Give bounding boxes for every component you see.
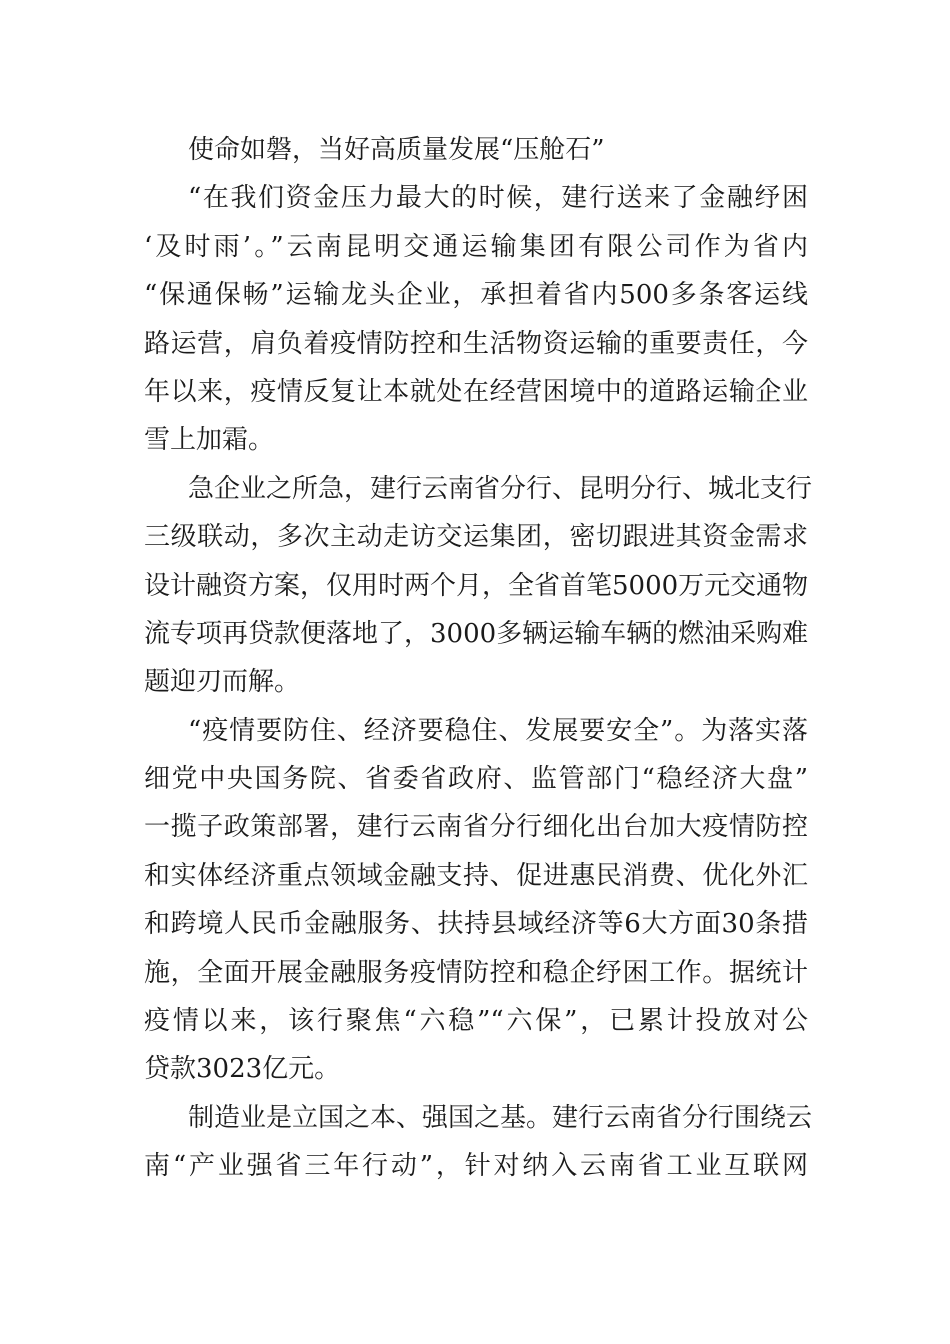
text-line: 和实体经济重点领域金融支持、促进惠民消费、优化外汇	[144, 860, 808, 891]
text-line: 和跨境人民币金融服务、扶持县域经济等6大方面30条措	[144, 909, 808, 940]
text-line: 雪上加霜。	[144, 425, 275, 456]
text-line: 三级联动，多次主动走访交运集团，密切跟进其资金需求	[144, 522, 808, 553]
text-line: 施，全面开展金融服务疫情防控和稳企纾困工作。据统计	[144, 957, 808, 988]
text-line: “在我们资金压力最大的时候，建行送来了金融纾困	[188, 183, 808, 214]
text-line: “保通保畅”运输龙头企业，承担着省内500多条客运线	[144, 280, 808, 311]
text-line: 细党中央国务院、省委省政府、监管部门“稳经济大盘”	[144, 764, 808, 795]
text-line: 南“产业强省三年行动”，针对纳入云南省工业互联网	[144, 1151, 808, 1182]
text-line: 题迎刃而解。	[144, 667, 301, 698]
text-line: 年以来，疫情反复让本就处在经营困境中的道路运输企业	[144, 376, 808, 407]
text-line: 急企业之所急，建行云南省分行、昆明分行、城北支行	[188, 473, 813, 504]
text-line: 贷款3023亿元。	[144, 1054, 341, 1085]
text-line: 设计融资方案，仅用时两个月，全省首笔5000万元交通物	[144, 570, 809, 601]
text-line: 路运营，肩负着疫情防控和生活物资运输的重要责任，今	[144, 328, 808, 359]
text-line: “疫情要防住、经济要稳住、发展要安全”。为落实落	[188, 715, 808, 746]
text-line: 流专项再贷款便落地了，3000多辆运输车辆的燃油采购难	[144, 618, 809, 649]
text-line: 制造业是立国之本、强国之基。建行云南省分行围绕云	[188, 1102, 813, 1133]
text-line: ‘及时雨’。”云南昆明交通运输集团有限公司作为省内	[144, 231, 808, 262]
text-line: 疫情以来，该行聚焦“六稳”“六保”，已累计投放对公	[144, 1006, 808, 1037]
text-line: 一揽子政策部署，建行云南省分行细化出台加大疫情防控	[144, 812, 808, 843]
article-body	[144, 126, 813, 1191]
heading-line: 使命如磐，当好高质量发展“压舱石”	[188, 135, 605, 165]
